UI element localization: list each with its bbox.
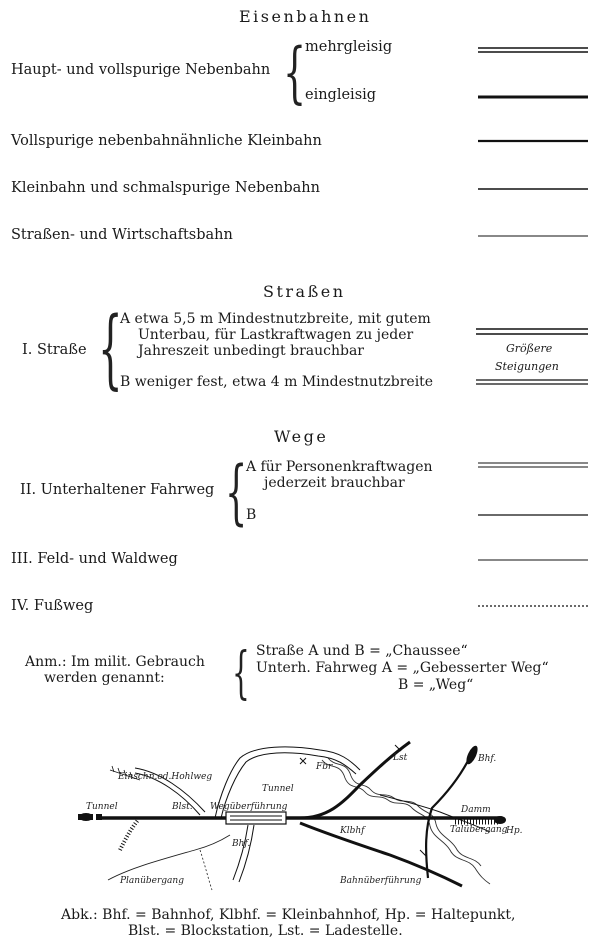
- road-a-line1: A etwa 5,5 m Mindestnutzbreite, mit gutem: [120, 311, 431, 327]
- section-title-ways: Wege: [274, 427, 329, 446]
- way-b-label: B: [246, 507, 257, 523]
- brace-strasse: {: [98, 299, 123, 399]
- way-a-line1: A für Personenkraftwagen: [246, 459, 433, 475]
- section-title-roads: Straßen: [263, 282, 346, 301]
- road-a-line3: Jahreszeit unbedingt brauchbar: [138, 343, 365, 359]
- map-label-tunnel-left: Tunnel: [86, 802, 118, 812]
- note-line1: Anm.: Im milit. Gebrauch: [25, 654, 205, 670]
- map-label-hp: Hp.: [506, 826, 523, 836]
- note-right-1: Straße A und B = „Chaussee“: [256, 643, 468, 659]
- map-label-lst: Lst: [393, 753, 408, 763]
- way-a-line2: jederzeit brauchbar: [264, 475, 405, 491]
- label-strassenbahn: Straßen- und Wirtschaftsbahn: [11, 227, 233, 243]
- map-road-south: [233, 825, 254, 882]
- map-label-fbr: Fbr: [316, 762, 333, 772]
- map-label-klbhf: Klbhf: [340, 826, 365, 836]
- label-kleinbahn-vollspurig: Vollspurige nebenbahnähnliche Kleinbahn: [11, 133, 322, 149]
- brace-main-railway: {: [283, 34, 307, 111]
- label-fahrweg: II. Unterhaltener Fahrweg: [20, 482, 215, 498]
- map-label-blst: Blst.: [172, 802, 193, 812]
- map-label-tunnel-top: Tunnel: [262, 784, 294, 794]
- map-label-bhf-top: Bhf.: [478, 754, 497, 764]
- label-kleinbahn-schmalspurig: Kleinbahn und schmalspurige Nebenbahn: [11, 180, 320, 196]
- brace-note: {: [232, 641, 250, 706]
- label-eingleisig: eingleisig: [305, 87, 377, 103]
- map-station-hp: [494, 816, 506, 824]
- note-right-2: Unterh. Fahrweg A = „Gebesserter Weg“: [256, 660, 549, 676]
- map-station-left: [79, 813, 93, 821]
- label-steep-1: Größere: [506, 342, 553, 355]
- map-label-bhf-bottom: Bhf.: [232, 839, 251, 849]
- map-label-planuebergang: Planübergang: [120, 876, 184, 886]
- abbrev-line2: Blst. = Blockstation, Lst. = Ladestelle.: [128, 923, 403, 939]
- map-footpath: [200, 850, 212, 890]
- section-title-railways: Eisenbahnen: [239, 7, 372, 26]
- label-steep-2: Steigungen: [495, 360, 559, 373]
- note-right-3: B = „Weg“: [398, 677, 474, 693]
- note-line2: werden genannt:: [44, 670, 165, 686]
- abbrev-line1: Abk.: Bhf. = Bahnhof, Klbhf. = Kleinbahnhof, Hp. = Haltepunkt,: [61, 907, 516, 923]
- label-mehrgleisig: mehrgleisig: [305, 39, 393, 55]
- map-label-taluebergang: Talübergang: [450, 825, 508, 835]
- map-way-south-left: [108, 835, 230, 880]
- map-embankment-left: [120, 820, 138, 850]
- map-label-einschnitt: Einschn.od.Hohlweg: [118, 772, 213, 782]
- label-feldweg: III. Feld- und Waldweg: [11, 551, 178, 567]
- road-a-line2: Unterbau, für Lastkraftwagen zu jeder: [138, 327, 414, 343]
- map-label-damm: Damm: [461, 805, 491, 815]
- brace-fahrweg: {: [225, 451, 248, 533]
- map-label-bahnueberfuehrung: Bahnüberführung: [340, 876, 422, 886]
- map-main-railway: [78, 812, 502, 824]
- label-main-railway: Haupt- und vollspurige Nebenbahn: [11, 62, 271, 78]
- label-fussweg: IV. Fußweg: [11, 598, 94, 614]
- map-label-wegueberfuehrung: Wegüberführung: [210, 802, 288, 812]
- label-strasse: I. Straße: [22, 342, 87, 358]
- road-b-line: B weniger fest, etwa 4 m Mindestnutzbreite: [120, 374, 434, 390]
